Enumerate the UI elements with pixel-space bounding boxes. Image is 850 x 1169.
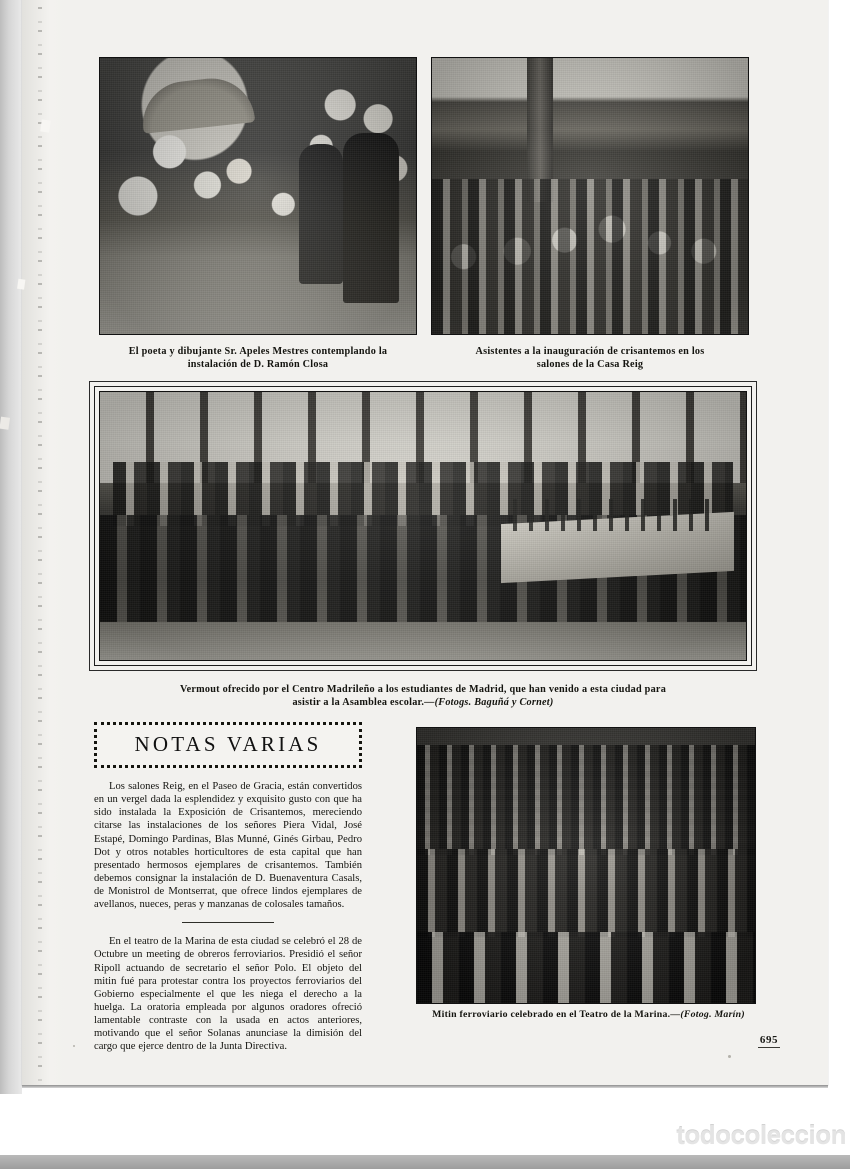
parasol-shape [139, 74, 255, 133]
figure-man [343, 133, 399, 303]
notas-paragraph-mitin: En el teatro de la Marina de esta ciudad se celebró el 28 de Octubre un meeting de obreros ferroviarios. Presidió el señor Ripoll actuando de secretario el señor Polo. El objeto del mitin fué para protestar contra los proyectos ferroviarios del Gobierno especialmente el que les niega el derecho a la huelga. La oratoria empleada por algunos oradores ofreció lamentable contraste con la usada en actos anteriores, motivando que el señor Solanas anunciase la dimisión del cargo que ejerce dentro de la Junta Directiva. [94, 936, 362, 1053]
scan-speck [73, 1045, 75, 1047]
notas-varias-heading-box [94, 722, 362, 768]
page-number-rule [758, 1047, 780, 1048]
figure-woman [299, 144, 343, 284]
caption-credit: (Fotog. Marín) [680, 1009, 745, 1020]
page-number: 695 [759, 1034, 779, 1046]
notas-varias-heading-text: NOTAS VARIAS [134, 732, 322, 756]
page-number-block [758, 1034, 780, 1048]
page-content [68, 0, 779, 1085]
caption-line: Mitin ferroviario celebrado en el Teatro de la Marina.— [432, 1009, 681, 1020]
caption-credit: (Fotogs. Baguñá y Cornet) [434, 697, 554, 709]
caption-mitin-ferroviario [416, 1009, 761, 1022]
paragraph-divider-rule [182, 922, 274, 923]
notas-varias-section [94, 722, 362, 1064]
page-bottom-shadow [22, 1085, 828, 1088]
caption-line: instalación de D. Ramón Closa [187, 359, 329, 371]
caption-line: salones de la Casa Reig [536, 359, 644, 371]
crowd-front-rows [417, 932, 755, 1004]
caption-centro-madrileno [89, 683, 757, 710]
caption-line: Asistentes a la inauguración de crisantemos en los [475, 346, 705, 357]
bottles-shape [513, 499, 720, 531]
caption-line: El poeta y dibujante Sr. Apeles Mestres contemplando la [128, 346, 388, 357]
caption-line: asistir a la Asamblea escolar.— [292, 697, 435, 709]
torn-paper-edge [22, 0, 68, 1085]
scan-speck [728, 1055, 731, 1058]
caption-line: Vermout ofrecido por el Centro Madrileño a los estudiantes de Madrid, que han venido a esta ciudad para [179, 684, 667, 695]
photo-casa-reig-attendees [431, 57, 749, 335]
photo-apeles-mestres-exhibition [99, 57, 417, 335]
photo-mitin-ferroviario [416, 727, 756, 1004]
photo-row-top [99, 57, 749, 342]
caption-apeles-mestres [99, 345, 417, 372]
crowd-shape [432, 179, 748, 334]
crowd-back-rows [417, 745, 755, 855]
notas-paragraph-crisantemos: Los salones Reig, en el Paseo de Gracia, están convertidos en un vergel dada la esplendidez y exquisito gusto con que ha sido instalada la Exposición de Crisantemos, mereciendo citarse las instalaciones de los señores Piera Vidal, José Estapé, Domingo Pardinas, Blas Munné, Ginés Girbau, Pedro Dot y otros notables horticultores de esta capital que han presentado hermosos ejemplares de crisantemos. También debemos consignar la instalación de D. Buenaventura Casals, de Monistrol de Montserrat, que ofrece lindos ejemplares de avellanos, nueces, peras y manzanas de colosales tamaños. [94, 781, 362, 911]
caption-casa-reig [431, 345, 749, 372]
scan-left-gutter [0, 0, 22, 1094]
todocoleccion-watermark: todocoleccion [676, 1120, 846, 1150]
scan-bottom-band [0, 1155, 850, 1169]
photo-centro-madrileno-vermout [99, 391, 747, 661]
crowd-middle-rows [417, 849, 755, 937]
